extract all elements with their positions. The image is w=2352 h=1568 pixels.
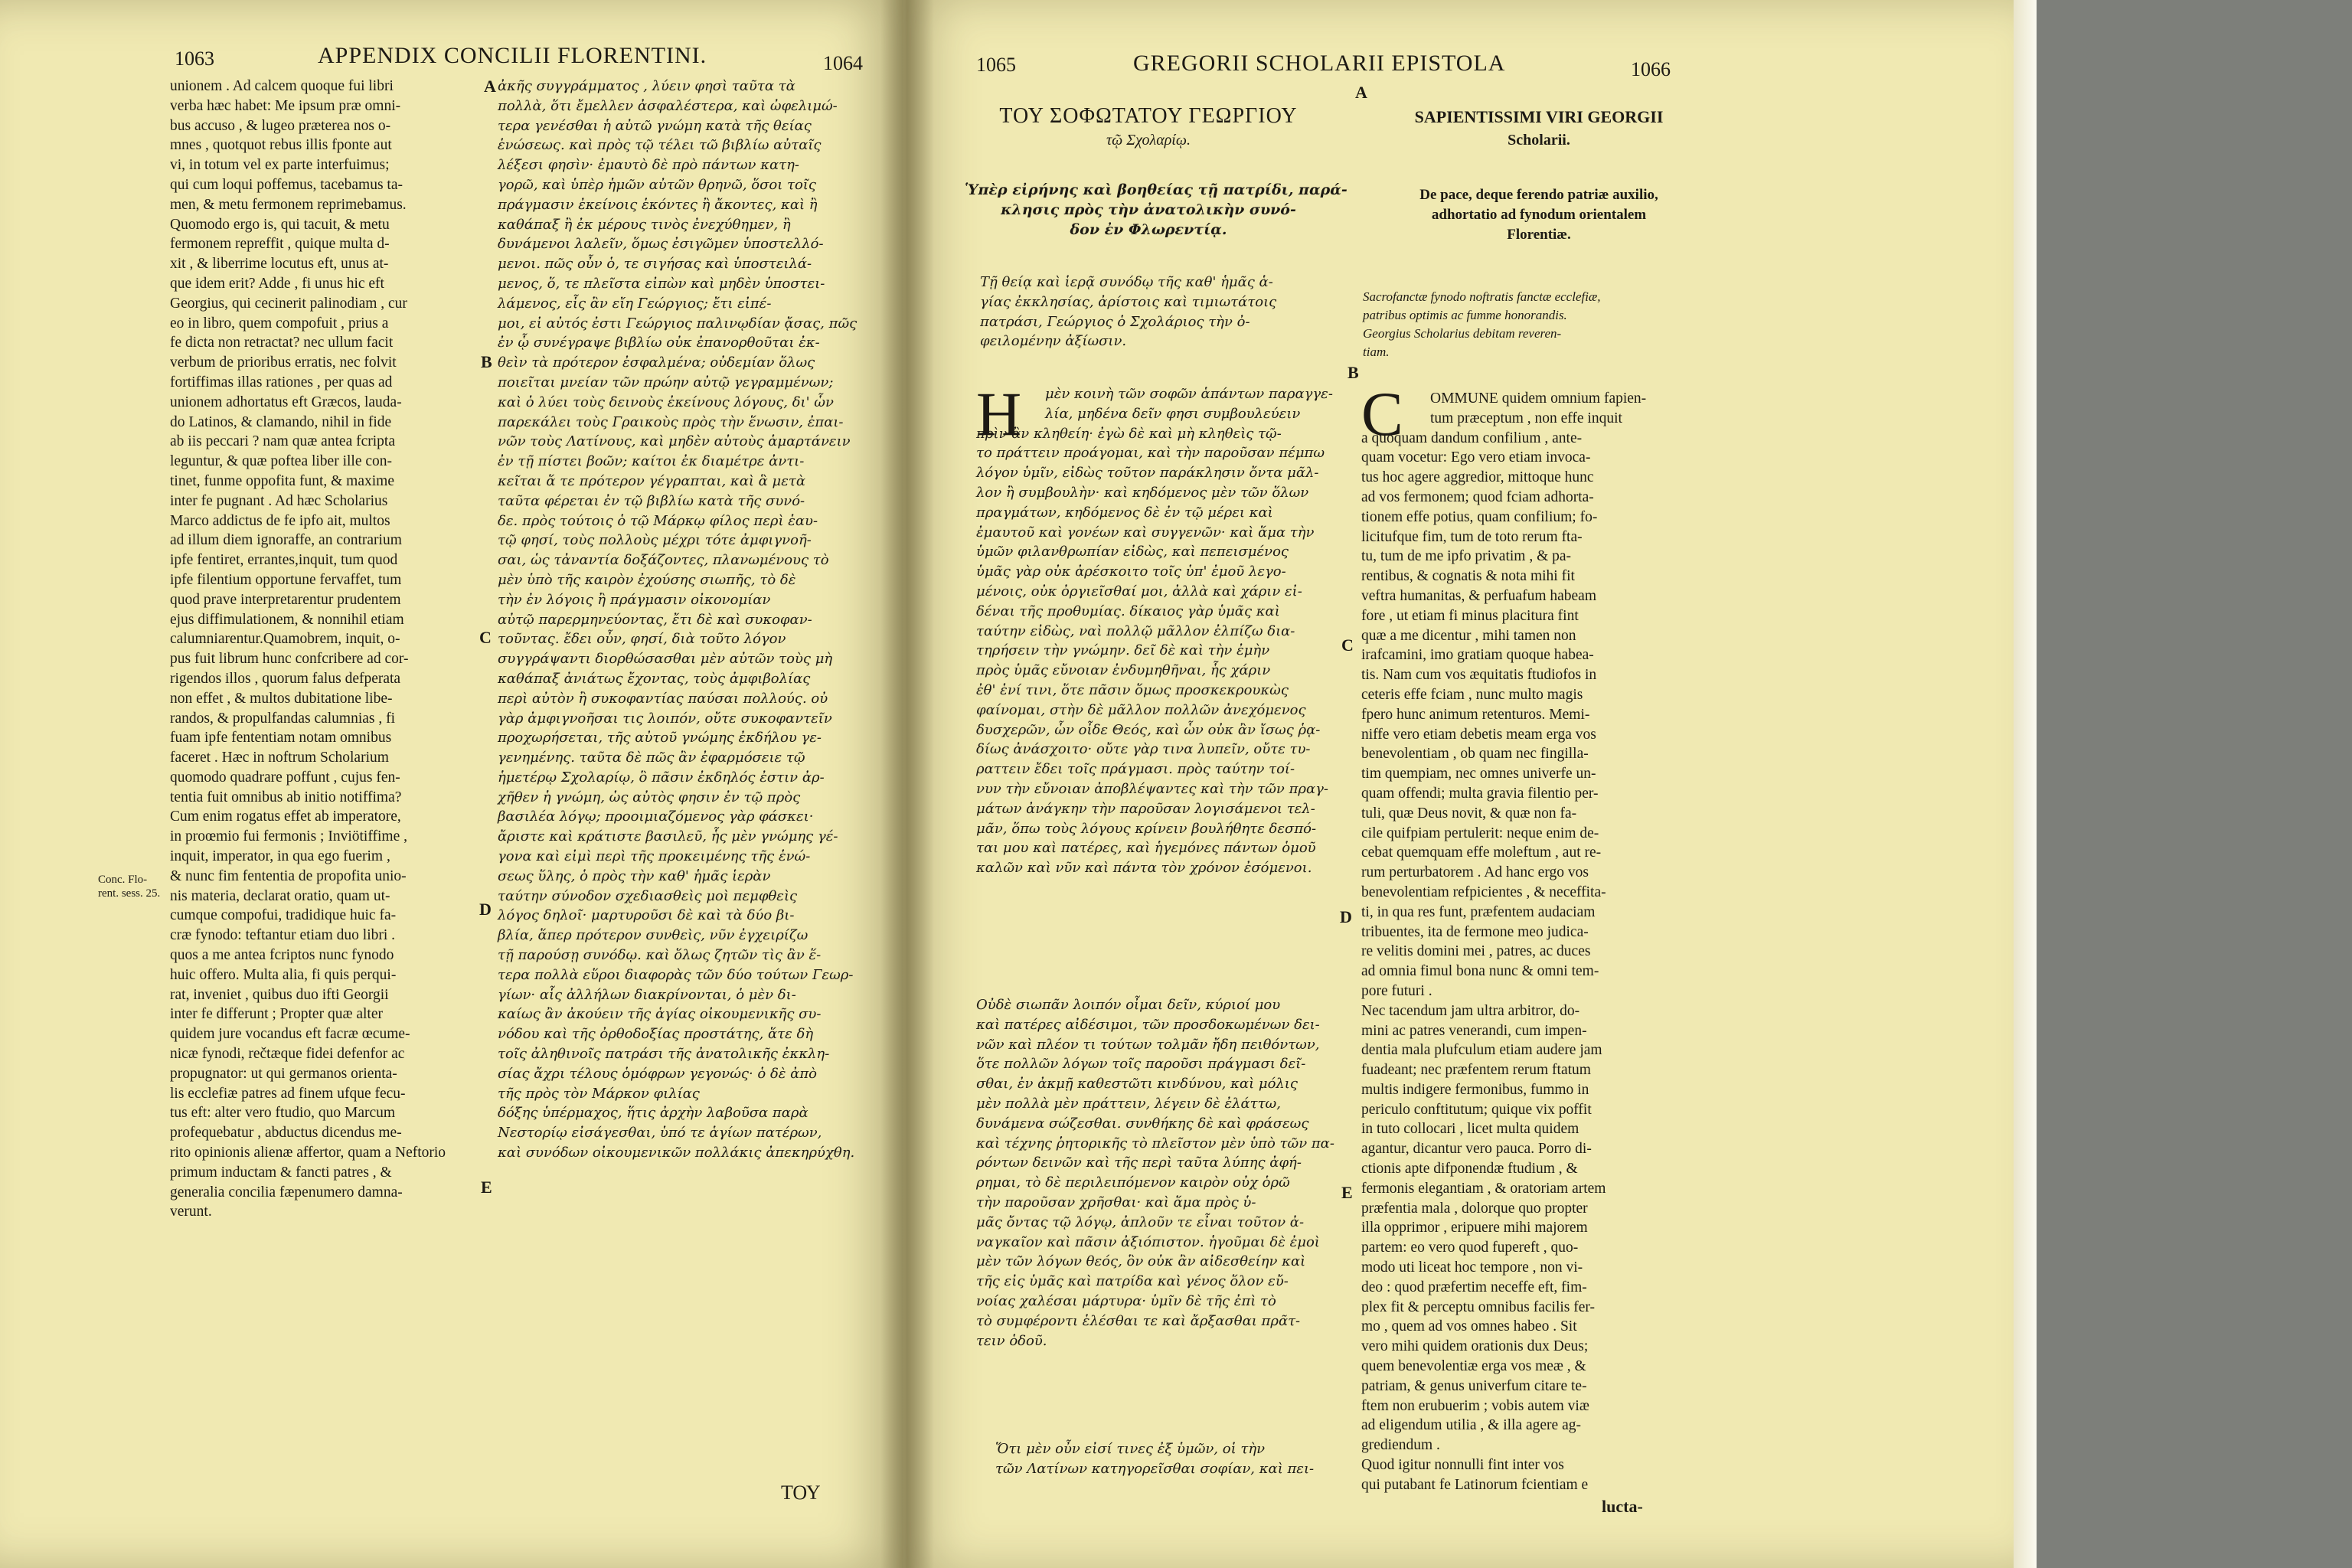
text-line: ἐν τῇ πίστει βοῶν; καίτοι ἐκ διαμέτρε ἀντι- bbox=[498, 453, 805, 470]
text-line: Ὑπὲρ εἰρήνης καὶ βοηθείας τῇ πατρίδι, παρά- bbox=[965, 181, 1348, 198]
text-line: ad vos fermonem; quod fciam adhorta- bbox=[1361, 488, 1594, 505]
text-line: do Latinos, & clamando, nihil in fide bbox=[170, 413, 392, 430]
text-line: illa opprimor , eripuere mihi majorem bbox=[1361, 1220, 1588, 1236]
text-line: βασιλέα λόγῳ; προοιμιαζόμενος γὰρ φάσκει· bbox=[498, 808, 814, 825]
text-line: ἄριστε καὶ κράτιστε βασιλεῦ, ἧς μὲν γνώμης γέ- bbox=[498, 828, 838, 845]
text-line: γορῶ, καὶ ὑπὲρ ἡμῶν αὐτῶν θρηνῶ, ὅσοι τοῖς bbox=[498, 176, 816, 193]
text-line: cebat quemquam effe moleftum , aut re- bbox=[1361, 844, 1602, 861]
section-mark: C bbox=[1341, 635, 1354, 655]
text-line: δυσχερῶν, ὧν οἶδε Θεός, καὶ ὧν οὐκ ἂν ἴσως ῥᾳ- bbox=[976, 721, 1321, 738]
text-line: ad omnia fimul bona nunc & omni tem- bbox=[1361, 963, 1599, 980]
text-line: quam vocetur: Ego vero etiam invoca- bbox=[1361, 449, 1591, 466]
text-line: πραγμάτων, κηδόμενος δὲ ἐν τῷ μέρει καὶ bbox=[976, 504, 1273, 521]
text-line: agantur, dicantur vero pauca. Porro di- bbox=[1361, 1141, 1592, 1158]
text-line: ναγκαῖον καὶ πᾶσιν ἀξιόπιστον. ἡγοῦμαι δὲ ἐμοὶ bbox=[976, 1233, 1320, 1250]
text-line: quem benevolentiæ erga vos meæ , & bbox=[1361, 1358, 1586, 1375]
text-line: ὅτε πολλῶν λόγων τοῖς παροῦσι πράγμασι δεῖ- bbox=[976, 1056, 1306, 1073]
text-line: bus accuso , & lugeo præterea nos o- bbox=[170, 117, 391, 134]
text-line: μένοις, οὐκ ὀργιεῖσθαί μοι, ἀλλὰ καὶ χάριν εἰ- bbox=[976, 583, 1302, 599]
text-line: rigendos illos , quorum falus defperata bbox=[170, 670, 401, 687]
text-line: tu, tum de me ipfo privatim , & pa- bbox=[1361, 548, 1572, 565]
text-line: patribus optimis ac fumme honorandis. bbox=[1363, 308, 1567, 322]
text-line: eo in libro, quem compofuit , prius a bbox=[170, 315, 389, 332]
section-mark: B bbox=[481, 352, 492, 371]
text-line: πράγμασιν ἐκείνοις ἑκόντες ἢ ἄκοντες, καὶ ἢ bbox=[498, 196, 818, 213]
text-line: partem: eo vero quod fupereft , quo- bbox=[1361, 1240, 1579, 1256]
text-line: lis ecclefiæ patres ad finem ufque fecu- bbox=[170, 1085, 406, 1102]
text-line: μᾶς ὄντας τῷ λόγῳ, ἀπλοῦν τε εἶναι τοῦτον ἀ- bbox=[976, 1214, 1305, 1230]
text-line: primum inductam & fancti patres , & bbox=[170, 1164, 392, 1181]
section-mark: A bbox=[484, 77, 496, 96]
text-line: τῷ φησί, τοὺς πολλοὺς μέχρι τότε ἀμφιγνοῆ- bbox=[498, 532, 812, 549]
text-line: πολλὰ, ὅτι ἔμελλεν ἀσφαλέστερα, καὶ ὠφελιμώ- bbox=[498, 97, 838, 114]
text-line: grediendum . bbox=[1361, 1437, 1440, 1454]
text-line: verbum de prioribus erratis, nec folvit bbox=[170, 354, 397, 371]
text-line: τοῖς ἀληθινοῖς πατράσι τῆς ἀνατολικῆς ἐκκλη- bbox=[498, 1046, 830, 1063]
text-line: μὲν τῶν λόγων θεός, ὃν οὐκ ἂν αἰδεσθείην καὶ bbox=[976, 1253, 1306, 1270]
text-line: inter fe pugnant . Ad hæc Scholarius bbox=[170, 492, 388, 509]
text-line: Georgius, qui cecinerit palinodiam , cur bbox=[170, 295, 407, 312]
section-mark: D bbox=[1340, 907, 1352, 926]
text-line: τὸ συμφέροντι ἑλέσθαι τε καὶ ἄρξασθαι πρᾶτ- bbox=[976, 1312, 1301, 1329]
text-line: fuam ipfe fententiam notam omnibus bbox=[170, 730, 392, 746]
text-line: καθάπαξ ἢ ἐκ μέρους τινὸς ἐνεχύθημεν, ἢ bbox=[498, 216, 791, 233]
text-line: γίας ἐκκλησίας, ἀρίστοις καὶ τιμιωτάτοις bbox=[980, 293, 1277, 310]
text-line: deo : quod præfertim neceffe eft, fim- bbox=[1361, 1279, 1587, 1295]
text-line: præfentia mala , dolorque quo propter bbox=[1361, 1200, 1588, 1217]
greek-body bbox=[976, 379, 1333, 878]
text-line: qui putabant fe Latinorum fcientiam e bbox=[1361, 1476, 1589, 1493]
book-gutter bbox=[880, 0, 934, 1568]
text-line: νοίας χαλέσαι μάρτυρα· ὑμῖν δὲ τῆς ἐπὶ τὸ bbox=[976, 1292, 1276, 1309]
text-line: γίων· αἷς ἀλλήλων διακρίνονται, ὁ μὲν δι- bbox=[498, 986, 796, 1003]
text-line: ftem non erubuerim ; vobis autem viæ bbox=[1361, 1397, 1589, 1414]
text-line: ταῦτα φέρεται ἐν τῷ βιβλίω κατὰ τῆς συνό- bbox=[498, 492, 805, 509]
text-line: Florentiæ. bbox=[1507, 227, 1571, 243]
text-line: Nec tacendum jam ultra arbitror, do- bbox=[1361, 1002, 1580, 1019]
text-line: νῶν τοὺς Λατίνους, καὶ μηδὲν αὐτοὺς ἁμαρτάνειν bbox=[498, 433, 851, 450]
text-line: φειλομένην ἀξίωσιν. bbox=[980, 333, 1127, 350]
page-number: 1066 bbox=[1631, 58, 1671, 80]
section-mark: E bbox=[481, 1178, 492, 1197]
catchword: lucta- bbox=[1602, 1497, 1643, 1516]
text-line: ceteris effe fciam , nunc multo magis bbox=[1361, 686, 1583, 703]
text-line: ταύτην σύνοδον σχεδιασθεὶς μοὶ πεμφθεὶς bbox=[498, 887, 798, 904]
text-line: σθαι, ἐν ἀκμῇ καθεστῶτι κινδύνου, καὶ μόλις bbox=[976, 1076, 1298, 1093]
text-line: multis indigere fermonibus, fummo in bbox=[1361, 1081, 1589, 1098]
text-line: modo uti liceat hoc tempore , non vi- bbox=[1361, 1259, 1583, 1276]
text-line: ὑμᾶς γὰρ οὐκ ἀρέσκοιτο τοῖς ὑπ' ἐμοῦ λεγο- bbox=[976, 564, 1286, 580]
text-line: καὶ ὁ λύει τοὺς δεινοὺς ἐκείνους λόγους, δι' ὧν bbox=[498, 394, 834, 410]
text-line: κεῖται ἅ τε πρότερον γέγραπται, καὶ ἃ μετὰ bbox=[498, 472, 806, 489]
right-page bbox=[903, 0, 2014, 1568]
text-line: μοι, εἰ αὐτός ἐστι Γεώργιος παλινῳδίαν ᾄσας, πῶς bbox=[498, 315, 858, 332]
text-line: verba hæc habet: Me ipsum præ omni- bbox=[170, 97, 401, 114]
latin-dropcap: C bbox=[1361, 379, 1403, 449]
text-line: Quomodo ergo is, qui tacuit, & metu bbox=[170, 216, 390, 233]
text-line: quod prave interpretarentur prudentem bbox=[170, 591, 401, 608]
text-line: & nunc fim fententia de propofita unio- bbox=[170, 867, 407, 884]
section-mark: B bbox=[1348, 363, 1359, 382]
text-line: ad eligendum utilia , & illa agere ag- bbox=[1361, 1417, 1581, 1434]
text-line: benevolentiam , ob quam nec fingilla- bbox=[1361, 746, 1589, 763]
text-line: quidem jure vocandus eft facræ œcume- bbox=[170, 1026, 410, 1043]
text-line: veftra humanitas, & perfuafum habeam bbox=[1361, 587, 1597, 604]
text-line: καὶ πατέρες αἰδέσιμοι, τῶν προσδοκωμένων δει- bbox=[976, 1016, 1320, 1033]
text-line: fortiffimas illas rationes , per quas ad bbox=[170, 374, 393, 390]
greek-body-3 bbox=[995, 1439, 1314, 1479]
text-line: OMMUNE quidem omnium fapien- bbox=[1430, 390, 1647, 407]
text-line: fuadeant; nec præfentem rerum ftatum bbox=[1361, 1062, 1591, 1079]
text-line: ἡμετέρῳ Σχολαρίῳ, ὃ πᾶσιν ἐκδηλός ἐστιν ἀρ- bbox=[498, 769, 825, 786]
text-line: rito opinionis alienæ affertor, quam a Neftorio bbox=[170, 1145, 446, 1161]
text-line: Τῇ θείᾳ καὶ ἱερᾷ συνόδῳ τῆς καθ' ἡμᾶς ἁ- bbox=[980, 274, 1273, 290]
text-line: tum præceptum , non effe inquit bbox=[1430, 410, 1622, 426]
text-line: νυν τὴν εὔνοιαν ἀποβλέψαντες καὶ τὴν τῶν πραγ- bbox=[976, 780, 1328, 797]
text-line: δε. πρὸς τούτοις ὁ τῷ Μάρκῳ φίλος περὶ ἑαυ- bbox=[498, 512, 818, 529]
text-line: γενημένης. ταῦτα δὲ πῶς ἂν ἐφαρμόσειε τῷ bbox=[498, 750, 805, 766]
latin-subtitle bbox=[1363, 185, 1715, 245]
text-line: dentia mala plufculum etiam audere jam bbox=[1361, 1042, 1602, 1059]
text-line: χῆθεν ἡ γνώμη, ὡς αὐτὸς φησιν ἐν τῷ πρὸς bbox=[498, 789, 801, 805]
text-line: que idem erit? Adde , fi unus hic eft bbox=[170, 275, 384, 292]
page-number: 1064 bbox=[823, 52, 863, 74]
text-line: ctionis apte difponendæ ftudium , & bbox=[1361, 1161, 1578, 1178]
section-mark: A bbox=[1355, 83, 1367, 102]
text-line: λόγον ὑμῖν, εἰδὼς τοῦτον παράκλησιν ὄντα μᾶλ- bbox=[976, 465, 1319, 482]
text-line: Ὅτι μὲν οὖν εἰσί τινες ἐξ ὑμῶν, οἱ τὴν bbox=[995, 1441, 1266, 1457]
text-line: tionem effe potius, quam confilium; fo- bbox=[1361, 508, 1598, 525]
text-line: tis. Nam cum vos æquitatis ftudiofos in bbox=[1361, 667, 1597, 684]
text-line: tinet, funme oppofita funt, & maxime bbox=[170, 472, 394, 489]
text-line: non effet , & multos dubitatione libe- bbox=[170, 690, 393, 707]
text-line: Οὐδὲ σιωπᾶν λοιπόν οἶμαι δεῖν, κύριοί μου bbox=[976, 997, 1281, 1013]
text-line: huic offero. Multa alia, fi quis perqui- bbox=[170, 966, 397, 983]
text-line: ipfe fentiret, errantes,inquit, tum quod bbox=[170, 552, 398, 569]
text-line: rat, inveniet , quibus duo ifti Georgii bbox=[170, 986, 389, 1003]
text-line: ab iis peccari ? nam quæ antea fcripta bbox=[170, 433, 395, 450]
text-line: τερα πολλὰ εὕροι διαφορὰς τῶν δύο τούτων Γεωρ- bbox=[498, 966, 854, 983]
text-line: qui cum loqui poffemus, tacebamus ta- bbox=[170, 176, 403, 193]
page-number: 1065 bbox=[976, 54, 1016, 76]
text-line: rentibus, & cognatis & nota mihi fit bbox=[1361, 568, 1575, 585]
text-line: μᾶν, ὅπω τοὺς λόγους κρίνειν βουλήθητε δεσπό- bbox=[976, 820, 1317, 837]
latin-title: SAPIENTISSIMI VIRI GEORGII bbox=[1414, 107, 1664, 126]
text-line: Cum enim rogatus effet ab imperatore, bbox=[170, 808, 401, 825]
text-line: fermonis elegantiam , & oratoriam artem bbox=[1361, 1180, 1606, 1197]
text-line: καθάπαξ ἀνιάτως ἔχοντας, τοὺς ἀμφιβολίας bbox=[498, 670, 811, 687]
text-line: μὲν κοινὴ τῶν σοφῶν ἁπάντων παραγγε- bbox=[1045, 386, 1333, 402]
text-line: τηρήσειν τὴν γνώμην. δεῖ δὲ καὶ τὴν ἐμὴν bbox=[976, 642, 1270, 659]
text-line: δυνάμενοι λαλεῖν, ὅμως ἐσιγῶμεν ὑποστελλό- bbox=[498, 236, 824, 253]
text-line: τοῦντας. ἔδει οὖν, φησί, διὰ τοῦτο λόγον bbox=[498, 631, 786, 648]
text-line: adhortatio ad fynodum orientalem bbox=[1431, 207, 1647, 223]
text-line: plex fit & perceptu omnibus facilis fer- bbox=[1361, 1298, 1596, 1315]
running-head: GREGORII SCHOLARII EPISTOLA bbox=[1133, 51, 1506, 76]
greek-body-2 bbox=[976, 995, 1334, 1351]
text-line: quam offendi; multa gravia filentio per- bbox=[1361, 785, 1599, 802]
latin-address bbox=[1363, 288, 1601, 361]
text-line: generalia concilia fæpenumero damna- bbox=[170, 1184, 403, 1200]
text-line: ποιεῖται μνείαν τῶν πρώην αὐτῷ γεγραμμένων; bbox=[498, 374, 834, 390]
catchword: ΤΟΥ bbox=[781, 1481, 821, 1504]
text-line: πατράσι, Γεώργιος ὁ Σχολάριος τὴν ὀ- bbox=[980, 313, 1250, 330]
text-line: fpero hunc animum retenturos. Memi- bbox=[1361, 706, 1590, 723]
text-line: xit , & liberrime locutus eft, unus at- bbox=[170, 256, 389, 273]
text-line: ti, in qua res funt, præfentem audaciam bbox=[1361, 903, 1596, 920]
text-line: patriam, & genus univerfum citare te- bbox=[1361, 1377, 1587, 1394]
greek-dropcap: Η bbox=[976, 379, 1022, 449]
text-line: niffe vero etiam debetis meam erga vos bbox=[1361, 726, 1596, 743]
text-line: inquit, imperator, in qua ego fuerim , bbox=[170, 848, 390, 865]
text-line: Marco addictus de fe ipfo ait, multos bbox=[170, 512, 390, 529]
text-line: τερα γενέσθαι ἡ αὐτῶ γνώμη κατὰ τῆς θείας bbox=[498, 117, 812, 134]
text-line: quomodo quadrare poffunt , cujus fen- bbox=[170, 769, 400, 786]
text-line: tim quempiam, nec omnes univerfe un- bbox=[1361, 766, 1596, 782]
text-line: μενος, ὅ, τε πλεῖστα εἰπὼν καὶ μηδὲν ὑποστει- bbox=[498, 275, 825, 292]
page-edge bbox=[2014, 0, 2037, 1568]
text-line: cræ fynodo: teftantur etiam duo libri . bbox=[170, 927, 396, 944]
greek-title-sub: τῷ Σχολαρίῳ. bbox=[1106, 132, 1191, 149]
text-line: periculo conftitutum; quique vix poffit bbox=[1361, 1101, 1592, 1118]
text-line: Quod igitur nonnulli fint inter vos bbox=[1361, 1457, 1564, 1474]
text-line: τῇ παρούσῃ συνόδῳ. καὶ ὅλως ζητῶν τὶς ἂν ἕ- bbox=[498, 947, 822, 964]
running-head: APPENDIX CONCILII FLORENTINI. bbox=[318, 43, 707, 68]
text-line: μάτων ἀνάγκην τὴν παροῦσαν λογισάμενοι τελ- bbox=[976, 800, 1315, 817]
text-line: profequebatur , abductus dicendus me- bbox=[170, 1125, 402, 1142]
text-line: προχωρήσεται, τῆς αὐτοῦ γνώμης ἐκδήλου γε- bbox=[498, 730, 822, 746]
text-line: ὑμῶν φιλανθρωπίαν εἰδὼς, καὶ πεπεισμένος bbox=[976, 544, 1289, 560]
text-line: tentia fuit omnibus ab initio notiffima? bbox=[170, 789, 402, 805]
text-line: fore , ut etiam fi minus placitura fint bbox=[1361, 607, 1579, 624]
text-line: σαι, ὡς τἀναντία δοξάζοντες, πλανωμένους τὸ bbox=[498, 552, 829, 569]
latin-title-sub: Scholarii. bbox=[1508, 132, 1570, 149]
text-line: παρεκάλει τοὺς Γραικοὺς πρὸς τὴν ἕνωσιν, ἐπαι- bbox=[498, 413, 844, 430]
text-line: νῶν καὶ πλέον τι τούτων τολμᾶν ἤδη πειθόντων, bbox=[976, 1036, 1320, 1053]
section-mark: C bbox=[479, 628, 492, 647]
text-line: nis materia, declarat oratio, quam ut- bbox=[170, 887, 390, 904]
text-line: ejus diffimulationem, & nonnihil etiam bbox=[170, 611, 404, 628]
text-line: mini ac patres venerandi, cum impen- bbox=[1361, 1022, 1587, 1039]
text-line: men, & metu fermonem reprimebamus. bbox=[170, 196, 407, 213]
text-line: tus hoc agere aggredior, mittoque hunc bbox=[1361, 469, 1594, 486]
text-line: καίως ἂν ἀκούειν τῆς ἁγίας οἰκουμενικῆς συ- bbox=[498, 1006, 822, 1023]
text-line: τῶν Λατίνων κατηγορεῖσθαι σοφίαν, καὶ πει- bbox=[995, 1460, 1315, 1477]
text-line: rum perturbatorem . Ad hanc ergo vos bbox=[1361, 864, 1589, 881]
text-line: verunt. bbox=[170, 1204, 212, 1220]
margin-note: Conc. Flo- rent. sess. 25. bbox=[98, 874, 161, 900]
text-line: πρὸς ὑμᾶς εὔνοιαν ἐνδυμηθῆναι, ἧς χάριν bbox=[976, 662, 1271, 679]
text-line: unionem adhortatus eft Græcos, lauda- bbox=[170, 394, 402, 410]
page-number: 1063 bbox=[175, 47, 214, 70]
text-line: πρὶν ἂν κληθείη· ἐγὼ δὲ καὶ μὴ κληθεὶς τῷ- bbox=[976, 425, 1282, 442]
text-line: randos, & propulfandas calumnias , fi bbox=[170, 710, 396, 727]
latin-body bbox=[1361, 389, 1646, 1495]
text-line: λία, μηδένα δεῖν φησι συμβουλεύειν bbox=[1045, 405, 1301, 422]
text-line: pus fuit librum hunc confcribere ad cor- bbox=[170, 651, 409, 668]
text-line: καὶ συνόδων οἰκουμενικῶν πολλάκις ἀπεκηρύχθη. bbox=[498, 1145, 855, 1161]
text-line: μὲν πολλὰ μὲν πράττειν, λέγειν δὲ ἐλάττω, bbox=[976, 1095, 1281, 1112]
text-line: τὴν ἐν λόγοις ἢ πράγμασιν οἰκονομίαν bbox=[498, 591, 771, 608]
text-line: κλησις πρὸς τὴν ἀνατολικὴν συνό- bbox=[1001, 201, 1296, 218]
text-line: faceret . Hæc in noftrum Scholarium bbox=[170, 750, 389, 766]
text-line: vero mihi quidem orationis dux Deus; bbox=[1361, 1338, 1589, 1355]
text-line: unionem . Ad calcem quoque fui libri bbox=[170, 78, 394, 94]
text-line: leguntur, & quæ poftea liber ille con- bbox=[170, 453, 393, 470]
text-line: λόγος δηλοῖ· μαρτυροῦσι δὲ καὶ τὰ δύο βι- bbox=[498, 907, 795, 924]
text-line: tiam. bbox=[1363, 345, 1390, 359]
text-line: δον ἐν Φλωρεντίᾳ. bbox=[1070, 220, 1227, 238]
greek-subtitle bbox=[965, 181, 1348, 240]
text-line: tuli, quæ Deus novit, & quæ non fa- bbox=[1361, 805, 1577, 822]
text-line: σίας ἄχρι τέλους ὁμόφρων γεγονώς· ὁ δὲ ἀπὸ bbox=[498, 1065, 817, 1082]
text-line: quæ a me dicentur , mihi tamen non bbox=[1361, 627, 1576, 644]
text-line: καὶ τέχνης ῥητορικῆς τὸ πλεῖστον μὲν ὑπὸ τῶν πα- bbox=[976, 1135, 1334, 1152]
text-line: δίως ἀνάσχοιτο· οὔτε γὰρ τινα λυπεῖν, οὔτε τυ- bbox=[976, 741, 1311, 758]
text-line: βλία, ἅπερ πρότερον συνθεὶς, νῦν ἐγχειρίζω bbox=[498, 927, 808, 944]
text-line: το πράττειν προάγομαι, καὶ τὴν παροῦσαν πέμπω bbox=[976, 445, 1325, 462]
text-line: mo , quem ad vos omnes habeo . Sit bbox=[1361, 1318, 1577, 1335]
text-line: τῆς εἰς ὑμᾶς καὶ πατρίδα καὶ γένος ὅλον εὔ- bbox=[976, 1273, 1289, 1290]
greek-title: ΤΟΥ ΣΟΦΩΤΑΤΟΥ ΓΕΩΡΓΙΟΥ bbox=[999, 104, 1298, 128]
text-line: δόξης ὑπέρμαχος, ἥτις ἀρχὴν λαβοῦσα παρὰ bbox=[498, 1105, 808, 1122]
text-line: καλῶν καὶ νῦν καὶ πάντα τὸν χρόνον ἐσόμενοι. bbox=[976, 860, 1312, 877]
latin-column bbox=[170, 77, 446, 1222]
text-line: λάμενος, εἷς ἂν εἴη Γεώργιος; ἔτι εἰπέ- bbox=[498, 295, 772, 312]
text-line: vi, in totum vel ex parte interfuimus; bbox=[170, 157, 390, 174]
text-line: Georgius Scholarius debitam reveren- bbox=[1363, 326, 1562, 341]
text-line: fe dicta non retractat? nec ullum facit bbox=[170, 335, 394, 351]
text-line: ἀκῆς συγγράμματος , λύειν φησὶ ταῦτα τὰ bbox=[498, 78, 795, 94]
text-line: inter fe differunt ; Propter quæ alter bbox=[170, 1006, 383, 1023]
text-line: fermonem repreffit , quique multa d- bbox=[170, 236, 390, 253]
text-line: ραττειν ἔδει τοῖς πράγμασι. πρὸς ταύτην τοί- bbox=[976, 761, 1295, 778]
text-line: μενοι. πῶς οὖν ὁ, τε σιγήσας καὶ ὑποστειλά- bbox=[498, 256, 812, 273]
text-line: in tuto collocari , licet multa quidem bbox=[1361, 1121, 1579, 1138]
text-line: γὰρ ἀμφιγνοῆσαι τις λοιπόν, οὔτε συκοφαντεῖν bbox=[498, 710, 832, 727]
text-line: λον ἢ συμβουλὴν· καὶ κηδόμενος μὲν τῶν ὅλων bbox=[976, 484, 1309, 501]
text-line: Sacrofanctæ fynodo noftratis fanctæ ecclefiæ, bbox=[1363, 289, 1601, 304]
text-line: irafcamini, imo gratiam quoque habea- bbox=[1361, 647, 1594, 664]
text-line: γονα καὶ εἰμὶ περὶ τῆς προκειμένης τῆς ἑνώ- bbox=[498, 848, 811, 865]
text-line: τῆς πρὸς τὸν Μάρκον φιλίας bbox=[498, 1085, 700, 1102]
text-line: ται μου καὶ πατέρες, καὶ ἡγεμόνες πάντων ὁμοῦ bbox=[976, 840, 1316, 857]
text-line: propugnator: ut qui germanos orienta- bbox=[170, 1065, 397, 1082]
text-line: συγγράψαντι διορθώσασθαι μὲν αὐτῶν τοὺς μὴ bbox=[498, 651, 833, 668]
text-line: μὲν ὑπὸ τῆς καιρὸν ἐχούσης σιωπῆς, τὸ δὲ bbox=[498, 571, 796, 588]
text-line: τειν ὁδοῦ. bbox=[976, 1332, 1047, 1349]
text-line: αὐτῷ παρερμηνεύοντας, ἔτι δὲ καὶ συκοφαν- bbox=[498, 611, 812, 628]
greek-column bbox=[498, 77, 857, 1163]
text-line: cumque compofui, tradidique huic fa- bbox=[170, 907, 397, 924]
text-line: benevolentiam refpicientes , & neceffita- bbox=[1361, 884, 1606, 900]
section-mark: D bbox=[479, 900, 492, 919]
text-line: re velitis domini mei , patres, ac duces bbox=[1361, 943, 1591, 960]
text-line: in proœmio fui fermonis ; Inviötiffime , bbox=[170, 828, 407, 845]
text-line: a quoquam dandum confilium , ante- bbox=[1361, 430, 1583, 446]
text-line: ad illum diem ignoraffe, an contrarium bbox=[170, 532, 402, 549]
text-line: licitufque fim, tum de toto rerum fta- bbox=[1361, 528, 1583, 545]
text-line: ipfe filentium opportune fervaffet, tum bbox=[170, 571, 402, 588]
text-line: ρημαι, τὸ δὲ περιλειπόμενον καιρὸν οὐχ ὁρῶ bbox=[976, 1174, 1290, 1191]
text-line: calumniarentur.Quamobrem, inquit, o- bbox=[170, 631, 400, 648]
section-mark: E bbox=[1341, 1183, 1353, 1202]
text-line: δέναι τῆς προθυμίας. δίκαιος γὰρ ὑμᾶς καὶ bbox=[976, 603, 1280, 619]
text-line: περὶ αὐτὸν ἢ συκοφαντίας παύσαι πολλούς. οὐ bbox=[498, 690, 828, 707]
text-line: pore futuri . bbox=[1361, 982, 1432, 999]
text-line: Νεστορίῳ εἰσάγεσθαι, ὑπό τε ἁγίων πατέρων, bbox=[498, 1125, 822, 1142]
text-line: tribuentes, ita de fermone meo judica- bbox=[1361, 923, 1589, 940]
text-line: ταύτην εἰδὼς, ναὶ πολλῷ μᾶλλον ἐλπίζω δια- bbox=[976, 622, 1295, 639]
text-line: De pace, deque ferendo patriæ auxilio, bbox=[1419, 187, 1658, 203]
text-line: θεὶν τὰ πρότερον ἐσφαλμένα; οὐδεμίαν ὅλως bbox=[498, 354, 815, 371]
text-line: ἑνώσεως. καὶ πρὸς τῷ τέλει τῶ βιβλίω αὐταῖς bbox=[498, 137, 822, 154]
text-line: tus eft: alter vero ftudio, quo Marcum bbox=[170, 1105, 396, 1122]
text-line: τὴν παροῦσαν χρῆσθαι· καὶ ἅμα πρὸς ὑ- bbox=[976, 1194, 1256, 1210]
text-line: σεως ὕλης, ὁ πρὸς τὴν καθ' ἡμᾶς ἱερὰν bbox=[498, 867, 771, 884]
text-line: ἐν ᾧ συνέγραψε βιβλίω οὐκ ἐπανορθοῦται ἐκ- bbox=[498, 335, 820, 351]
text-line: mnes , quotquot rebus illis fponte aut bbox=[170, 137, 392, 154]
text-line: quos a me antea fcriptos nunc fynodo bbox=[170, 947, 394, 964]
text-line: ἐμαυτοῦ καὶ γονέων καὶ συγγενῶν· καὶ ἅμα τὴν bbox=[976, 524, 1315, 541]
text-line: λέξεσι φησὶν· ἐμαυτὸ δὲ πρὸ πάντων κατη- bbox=[498, 157, 799, 174]
text-line: cile quifpiam pertulerit: neque enim de- bbox=[1361, 825, 1599, 841]
greek-address bbox=[980, 273, 1276, 351]
text-line: δυνάμενα σώζεσθαι. συνθήκης δὲ καὶ φράσεως bbox=[976, 1115, 1309, 1132]
text-line: νόδου καὶ τῆς ὀρθοδοξίας προστάτης, ἅτε δὴ bbox=[498, 1026, 814, 1043]
left-page bbox=[0, 0, 903, 1568]
text-line: φαίνομαι, στὴν δὲ μᾶλλον πολλῶν ἀνεχόμενος bbox=[976, 701, 1306, 718]
text-line: ἐθ' ἑνί τινι, ὅτε πᾶσιν ὅμως προσκεκρουκὼς bbox=[976, 681, 1289, 698]
text-line: nicæ fynodi, rečtæque fidei defenfor ac bbox=[170, 1046, 405, 1063]
text-line: ρόντων δεινῶν καὶ τῆς περὶ ταῦτα λύπης ἀφή- bbox=[976, 1155, 1302, 1171]
